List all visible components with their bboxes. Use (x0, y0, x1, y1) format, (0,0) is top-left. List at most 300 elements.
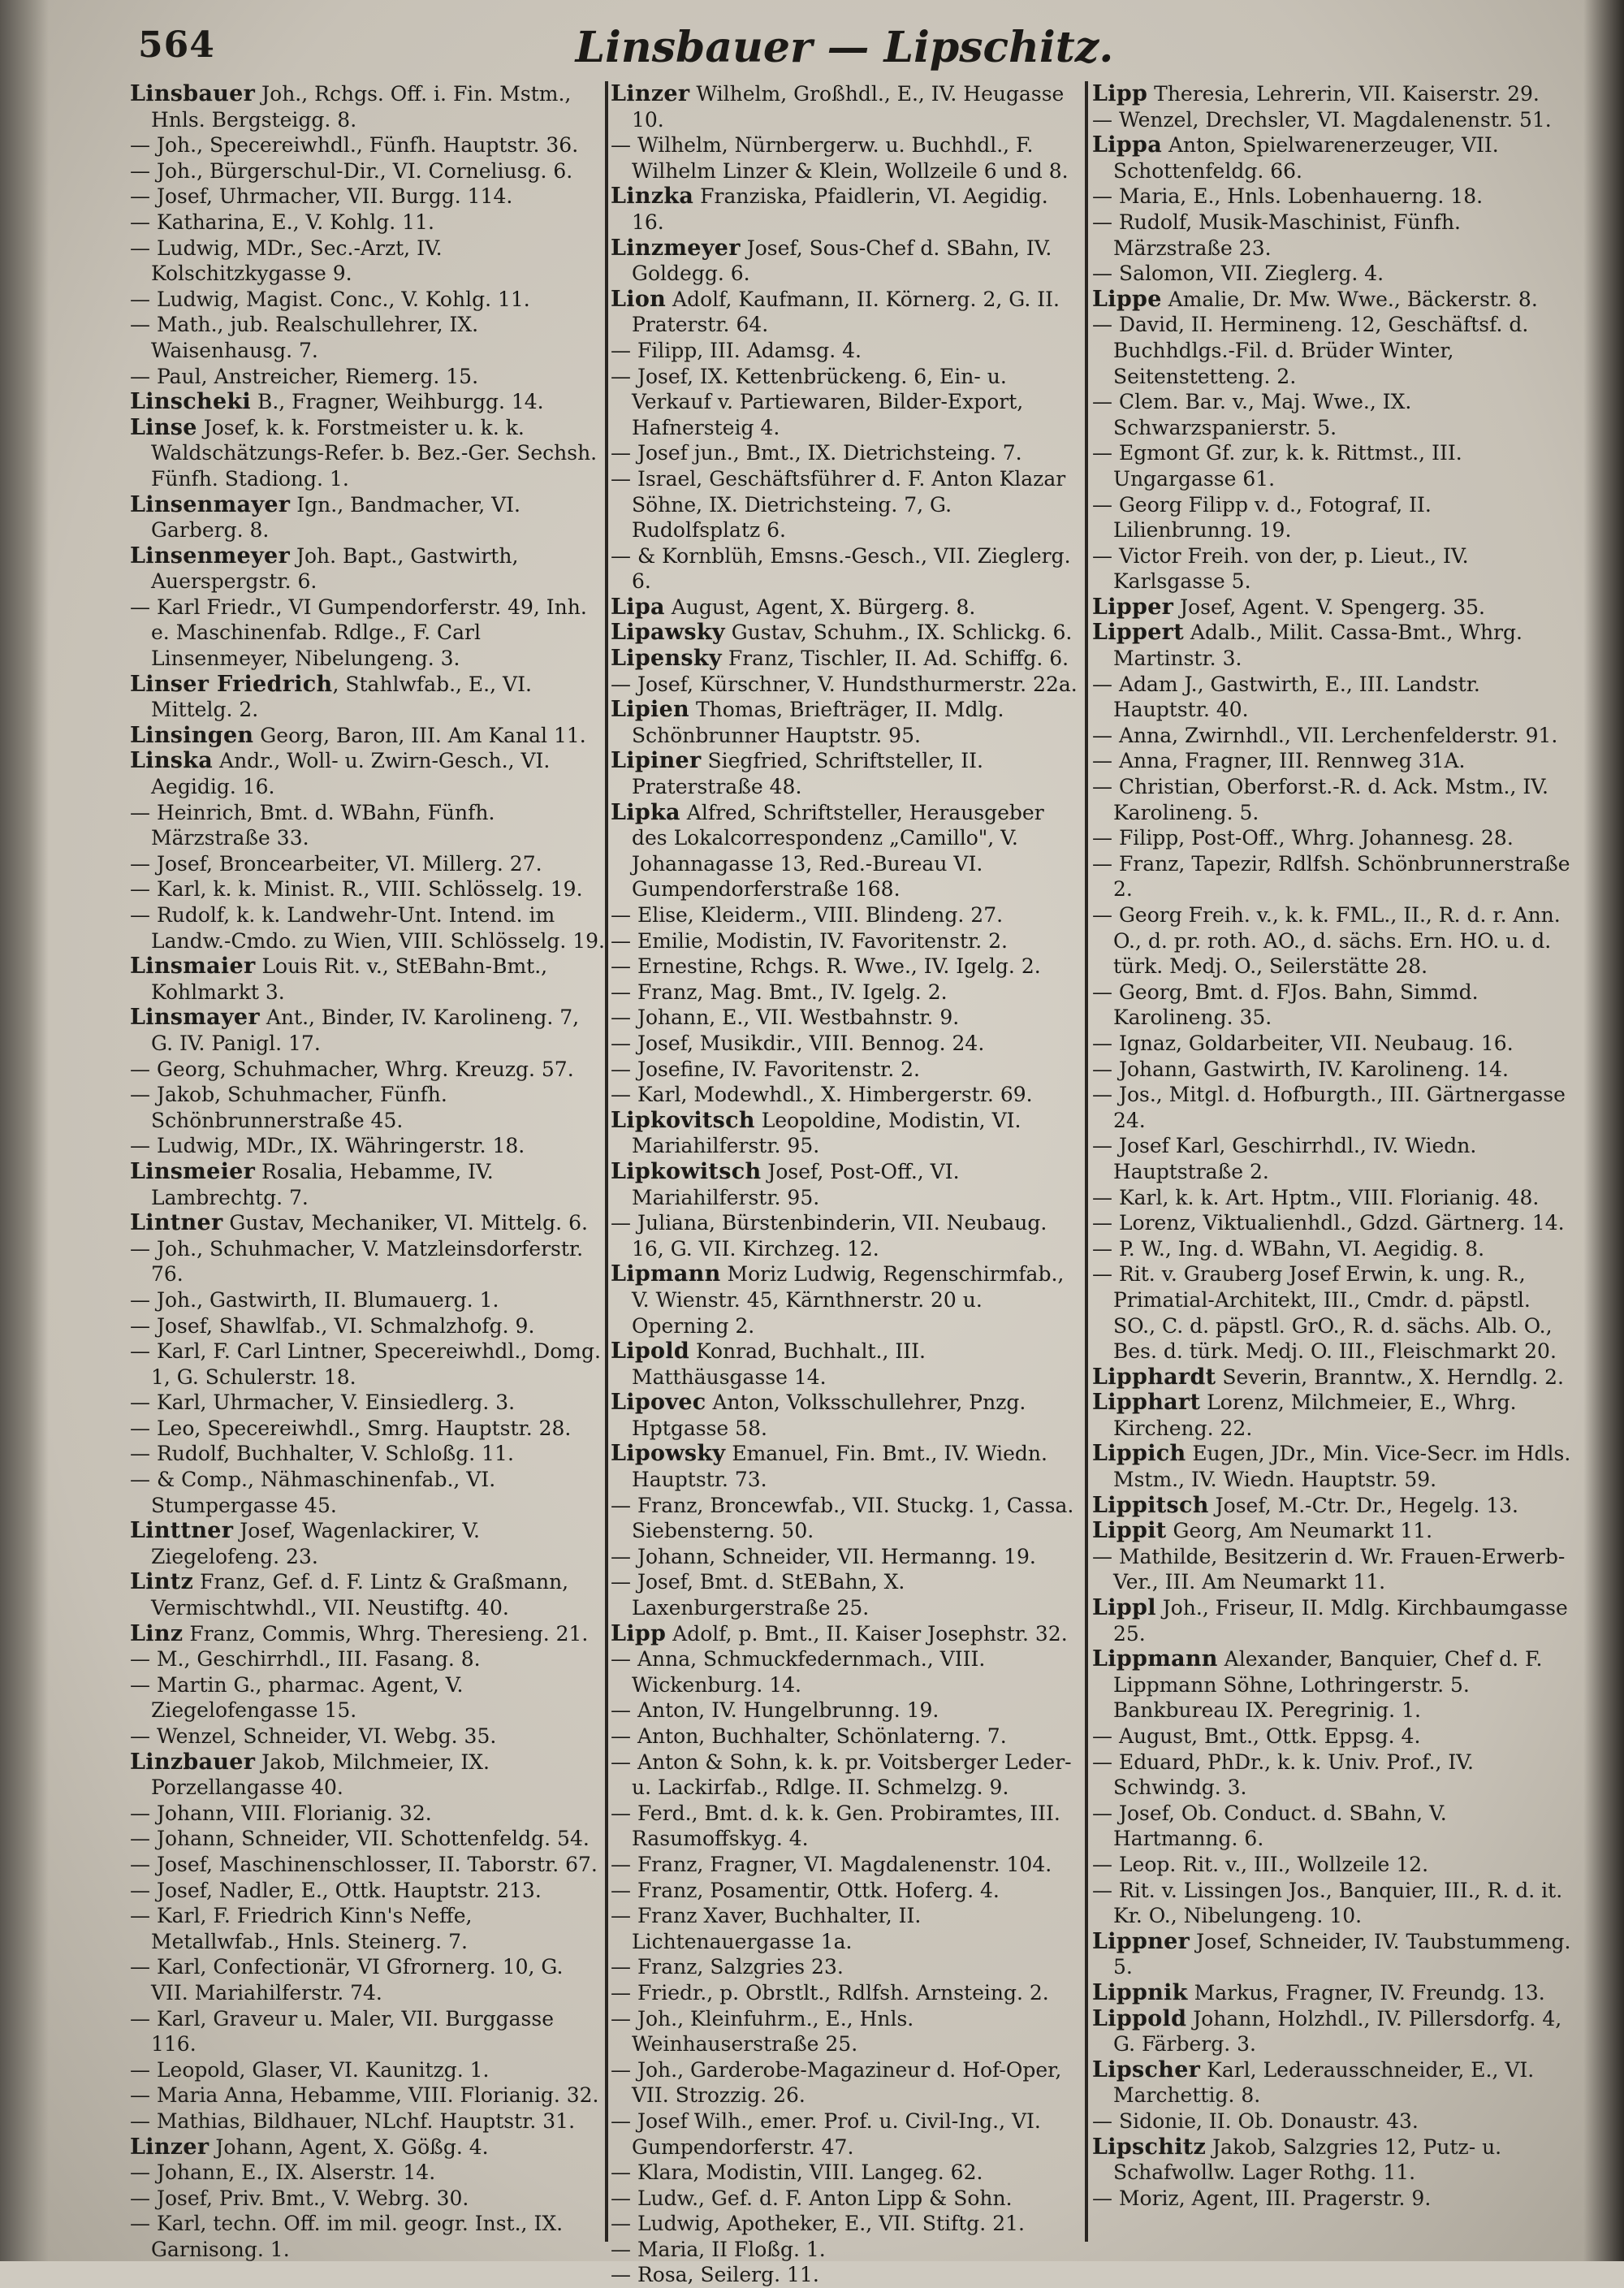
entry-text: — Rit. v. Grauberg Josef Erwin, k. ung. R., Primatial-Architekt, III., Cmdr. d. päpstl. SO., C. d. päpstl. GrO., R. d. sächs. Alb. O., Bes. d. türk. Medj. O. III., Fleischmarkt 20. (1092, 1262, 1557, 1364)
directory-entry (1092, 287, 1571, 313)
entry-surname: Lipiner (611, 748, 702, 774)
entry-text: — Josef jun., Bmt., IX. Dietrichsteing. 7. (611, 441, 1022, 465)
entry-text: Johann, Holzhdl., IV. Pillersdorfg. 4, G. Färberg. 3. (1113, 2006, 1562, 2057)
entry-text: — Rudolf, Musik-Maschinist, Fünfh. Märzstraße 23. (1092, 210, 1462, 260)
entry-text: — Anton, IV. Hungelbrunng. 19. (611, 1698, 939, 1723)
directory-entry (1092, 902, 1571, 980)
directory-entry (130, 287, 605, 313)
entry-text: Adolf, p. Bmt., II. Kaiser Josephstr. 32. (666, 1621, 1068, 1646)
entry-surname: Linsenmeyer (130, 543, 291, 569)
entry-text: — Karl, Graveur u. Maler, VII. Burggasse 116. (130, 2006, 554, 2057)
entry-surname: Lipa (611, 594, 665, 620)
entry-surname: Linsmaier (130, 954, 256, 980)
directory-entry (611, 2006, 1082, 2057)
entry-surname: Lipmann (611, 1261, 721, 1287)
directory-entry (1092, 184, 1571, 210)
directory-entry (1092, 1493, 1571, 1519)
directory-entry (1092, 1365, 1571, 1391)
entry-text: Adolf, Kaufmann, II. Körnerg. 2, G. II. Praterstr. 64. (632, 287, 1060, 337)
entry-text: — Franz Xaver, Buchhalter, II. Lichtenauergasse 1a. (611, 1904, 922, 1953)
entry-text: — Johann, E., IX. Alserstr. 14. (130, 2160, 436, 2185)
entry-surname: Lipschitz (1092, 2134, 1207, 2160)
entry-text: — Georg Filipp v. d., Fotograf, II. Lilienbrunng. 19. (1092, 492, 1432, 543)
entry-text: Josef, Wagenlackirer, V. Ziegelofeng. 23. (151, 1519, 480, 1568)
directory-entry (611, 697, 1082, 748)
entry-text: — Maria, II Floßg. 1. (611, 2237, 826, 2261)
entry-text: — Johann, E., VII. Westbahnstr. 9. (611, 1006, 960, 1030)
directory-entry (130, 415, 605, 492)
directory-entry (611, 1954, 1082, 1980)
directory-entry (130, 1954, 605, 2005)
entry-text: Markus, Fragner, IV. Freundg. 13. (1187, 1980, 1545, 2005)
directory-entry (130, 1852, 605, 1878)
directory-entry (1092, 2134, 1571, 2186)
entry-text: Gustav, Schuhm., IX. Schlickg. 6. (724, 621, 1073, 645)
directory-entry (130, 492, 605, 543)
directory-entry (611, 1980, 1082, 2006)
entry-text: — Karl, Uhrmacher, V. Einsiedlerg. 3. (130, 1391, 516, 1415)
directory-entry (611, 364, 1082, 441)
directory-entry (1092, 543, 1571, 595)
directory-entry (1092, 1646, 1571, 1724)
entry-text: Franz, Commis, Whrg. Theresieng. 21. (183, 1621, 589, 1646)
entry-surname: Linsingen (130, 722, 254, 748)
entry-text: — Karl, Confectionär, VI Gfrornerg. 10, G. VII. Mariahilferstr. 74. (130, 1955, 564, 2005)
entry-text: B., Fragner, Weihburgg. 14. (251, 390, 544, 414)
directory-entry (611, 1801, 1082, 1852)
entry-text: Thomas, Briefträger, II. Mdlg. Schönbrunner Hauptstr. 95. (632, 698, 1004, 747)
entry-text: — Josef, Ob. Conduct. d. SBahn, V. Hartmanng. 6. (1092, 1801, 1447, 1851)
directory-entry (611, 928, 1082, 954)
directory-entry (611, 1108, 1082, 1159)
directory-entry (1092, 1031, 1571, 1057)
entry-text: — Christian, Oberforst.-R. d. Ack. Mstm., IV. Karolineng. 5. (1092, 775, 1548, 824)
entry-text: — Rit. v. Lissingen Jos., Banquier, III., R. d. it. Kr. O., Nibelungeng. 10. (1092, 1878, 1563, 1928)
entry-text: — Joh., Schuhmacher, V. Matzleinsdorferstr. 76. (130, 1236, 584, 1287)
entry-text: — P. W., Ing. d. WBahn, VI. Aegidig. 8. (1092, 1236, 1485, 1261)
directory-entry (130, 2186, 605, 2212)
directory-entry (1092, 1185, 1571, 1211)
entry-text: — Lorenz, Viktualienhdl., Gdzd. Gärtnerg. 14. (1092, 1211, 1565, 1235)
directory-entry (611, 81, 1082, 132)
directory-entry (130, 158, 605, 184)
entry-text: — Josef, Musikdir., VIII. Bennog. 24. (611, 1031, 985, 1055)
entry-text: — Klara, Modistin, VIII. Langeg. 62. (611, 2160, 983, 2185)
directory-entry (611, 1031, 1082, 1057)
entry-surname: Lipkowitsch (611, 1158, 762, 1184)
entry-text: — Joh., Specereiwhdl., Fünfh. Hauptstr. 36. (130, 133, 579, 158)
entry-text: Konrad, Buchhalt., III. Matthäusgasse 14. (632, 1339, 926, 1389)
directory-entry (611, 184, 1082, 235)
entry-surname: Lipold (611, 1339, 690, 1365)
directory-entry (1092, 980, 1571, 1031)
entry-text: — Josef, Maschinenschlosser, II. Taborstr. 67. (130, 1852, 598, 1876)
directory-entry (130, 210, 605, 236)
entry-text: Josef, k. k. Forstmeister u. k. k. Waldschätzungs-Refer. b. Bez.-Ger. Sechsh. Fünfh. Stadiong. 1. (151, 415, 598, 491)
directory-entry (611, 2109, 1082, 2160)
directory-entry (611, 620, 1082, 646)
directory-entry (130, 723, 605, 749)
entry-surname: Lippnik (1092, 1979, 1188, 2005)
entry-text: — Emilie, Modistin, IV. Favoritenstr. 2. (611, 928, 1008, 953)
directory-entry (611, 1852, 1082, 1878)
entry-surname: Linzbauer (130, 1749, 256, 1775)
directory-entry (130, 2160, 605, 2186)
page-shadow-right (1583, 0, 1624, 2261)
directory-entry (611, 646, 1082, 672)
entry-surname: Linz (130, 1620, 184, 1646)
directory-entry (130, 595, 605, 672)
directory-entry (611, 2057, 1082, 2109)
entry-text: — Wilhelm, Nürnbergerw. u. Buchhdl., F. Wilhelm Linzer & Klein, Wollzeile 6 und 8. (611, 133, 1069, 183)
entry-text: — Friedr., p. Obrstlt., Rdlfsh. Arnsteing. 2. (611, 1980, 1049, 2005)
entry-text: — Anna, Fragner, III. Rennweg 31A. (1092, 749, 1466, 773)
entry-text: Josef, M.-Ctr. Dr., Hegelg. 13. (1208, 1493, 1519, 1517)
entry-text: — Georg Freih. v., k. k. FML., II., R. d. r. Ann. O., d. pr. roth. AO., d. sächs. Ern. HO. u. d. türk. Medj. O., Seilerstätte 28. (1092, 903, 1561, 979)
directory-entry (1092, 1518, 1571, 1544)
directory-entry (611, 1878, 1082, 1904)
entry-surname: Lipp (1092, 81, 1148, 106)
entry-surname: Lippert (1092, 620, 1184, 646)
directory-entry (611, 902, 1082, 928)
entry-text: — Filipp, III. Adamsg. 4. (611, 338, 862, 362)
directory-entry (130, 236, 605, 287)
directory-entry (130, 1416, 605, 1442)
directory-entry (611, 2237, 1082, 2263)
entry-surname: Linsbauer (130, 81, 256, 106)
directory-entry (611, 954, 1082, 980)
directory-entry (130, 1878, 605, 1904)
entry-text: — Johann, Schneider, VII. Schottenfeldg. 54. (130, 1827, 590, 1851)
directory-entry (1092, 1236, 1571, 1262)
entry-text: — Mathias, Bildhauer, NLchf. Hauptstr. 31. (130, 2109, 576, 2133)
directory-entry (1092, 1801, 1571, 1852)
entry-text: — Georg, Bmt. d. FJos. Bahn, Simmd. Karolineng. 35. (1092, 980, 1479, 1030)
directory-entry (611, 2211, 1082, 2237)
entry-text: Joh., Rchgs. Off. i. Fin. Mstm., Hnls. Bergsteigg. 8. (151, 82, 572, 132)
entry-text: Josef, Post-Off., VI. Mariahilferstr. 95. (632, 1159, 960, 1209)
directory-entry (130, 184, 605, 210)
directory-entry (130, 1903, 605, 1954)
entry-text: — Karl, F. Friedrich Kinn's Neffe, Metallwfab., Hnls. Steinerg. 7. (130, 1904, 473, 1953)
directory-entry (130, 2006, 605, 2057)
directory-entry (1092, 672, 1571, 723)
entry-text: — & Kornblüh, Emsns.-Gesch., VII. Zieglerg. 6. (611, 543, 1071, 594)
directory-entry (1092, 825, 1571, 851)
entry-text: Jakob, Milchmeier, IX. Porzellangasse 40. (151, 1750, 490, 1800)
entry-text: — Anna, Schmuckfedernmach., VIII. Wickenburg. 14. (611, 1647, 986, 1697)
directory-entry (1092, 210, 1571, 261)
directory-entry (130, 132, 605, 158)
directory-entry (611, 1082, 1082, 1108)
entry-text: — Franz, Mag. Bmt., IV. Igelg. 2. (611, 980, 948, 1004)
entry-text: — Josef, Shawlfab., VI. Schmalzhofg. 9. (130, 1313, 535, 1338)
directory-entry (611, 236, 1082, 287)
directory-entry (611, 1441, 1082, 1492)
directory-entry (1092, 620, 1571, 671)
directory-entry (611, 1724, 1082, 1750)
entry-text: — M., Geschirrhdl., III. Fasang. 8. (130, 1647, 481, 1672)
entry-surname: Linzka (611, 184, 694, 210)
entry-surname: Lippit (1092, 1518, 1167, 1544)
entry-text: — Josef, Uhrmacher, VII. Burgg. 114. (130, 184, 513, 209)
entry-text: — Paul, Anstreicher, Riemerg. 15. (130, 364, 479, 388)
entry-surname: Lipensky (611, 646, 722, 672)
entry-text: — Franz, Posamentir, Ottk. Hoferg. 4. (611, 1878, 1000, 1902)
entry-surname: Lippner (1092, 1928, 1190, 1954)
entry-text: Johann, Agent, X. Gößg. 4. (209, 2134, 489, 2159)
entry-text: — Joh., Bürgerschul-Dir., VI. Corneliusg. 6. (130, 158, 573, 183)
entry-text: — Josef, Nadler, E., Ottk. Hauptstr. 213. (130, 1878, 542, 1902)
directory-entry (611, 1544, 1082, 1570)
directory-entry (1092, 492, 1571, 543)
directory-entry (130, 1133, 605, 1159)
entry-text: Emanuel, Fin. Bmt., IV. Wiedn. Hauptstr. 73. (632, 1442, 1047, 1492)
entry-text: — Israel, Geschäftsführer d. F. Anton Klazar Söhne, IX. Dietrichsteing. 7, G. Rudolfsplatz 6. (611, 466, 1066, 543)
entry-text: , Stahlwfab., E., VI. Mittelg. 2. (151, 672, 532, 722)
entry-text: — Georg, Schuhmacher, Whrg. Kreuzg. 57. (130, 1057, 574, 1081)
entry-surname: Linzer (611, 81, 690, 106)
entry-surname: Lippl (1092, 1595, 1156, 1621)
directory-entry (611, 1005, 1082, 1031)
directory-entry (611, 1646, 1082, 1698)
entry-text: Lorenz, Milchmeier, E., Whrg. Kircheng. 22. (1113, 1391, 1517, 1440)
entry-text: — Elise, Kleiderm., VIII. Blindeng. 27. (611, 903, 1004, 927)
directory-entry (130, 672, 605, 723)
directory-entry (1092, 1595, 1571, 1646)
entry-text: Gustav, Mechaniker, VI. Mittelg. 6. (222, 1211, 588, 1235)
entry-text: Ant., Binder, IV. Karolineng. 7, G. IV. Panigl. 17. (151, 1006, 580, 1055)
entry-text: — Clem. Bar. v., Maj. Wwe., IX. Schwarzspanierstr. 5. (1092, 390, 1412, 439)
directory-entry (1092, 81, 1571, 107)
entry-text: — Rudolf, k. k. Landwehr-Unt. Intend. im Landw.-Cmdo. zu Wien, VIII. Schlösselg. 19. (130, 903, 605, 953)
directory-entry (130, 1569, 605, 1620)
directory-entry (130, 543, 605, 595)
directory-entry (130, 1750, 605, 1801)
entry-surname: Linttner (130, 1518, 234, 1544)
entry-text: — Karl, techn. Off. im mil. geogr. Inst., IX. Garnisong. 1. (130, 2212, 564, 2261)
entry-text: — Leo, Specereiwhdl., Smrg. Hauptstr. 28. (130, 1416, 572, 1440)
entry-surname: Lipscher (1092, 2057, 1201, 2083)
directory-entry (130, 1646, 605, 1672)
directory-entry (130, 1005, 605, 1056)
entry-text: August, Agent, X. Bürgerg. 8. (664, 595, 976, 619)
entry-text: — Jakob, Schuhmacher, Fünfh. Schönbrunnerstraße 45. (130, 1083, 447, 1132)
entry-surname: Lipka (611, 799, 680, 825)
directory-entry (611, 2160, 1082, 2186)
directory-entry (130, 2211, 605, 2262)
directory-entry (611, 1261, 1082, 1339)
directory-entry (611, 1569, 1082, 1620)
directory-entry (611, 748, 1082, 799)
entry-text: Anton, Volksschullehrer, Pnzg. Hptgasse 58. (632, 1391, 1026, 1440)
entry-text: — Franz, Fragner, VI. Magdalenenstr. 104. (611, 1852, 1052, 1876)
directory-column-3 (1092, 81, 1571, 2242)
entry-text: — Ludwig, Magist. Conc., V. Kohlg. 11. (130, 287, 530, 311)
entry-text: — Jos., Mitgl. d. Hofburgth., III. Gärtnergasse 24. (1092, 1083, 1566, 1132)
directory-entry (130, 1518, 605, 1569)
entry-surname: Linzer (130, 2134, 209, 2160)
directory-entry (130, 1210, 605, 1236)
directory-entry (611, 595, 1082, 621)
directory-entry (611, 1159, 1082, 1210)
entry-surname: Lintz (130, 1569, 194, 1595)
entry-text: Georg, Am Neumarkt 11. (1166, 1519, 1433, 1543)
entry-text: — Ludw., Gef. d. F. Anton Lipp & Sohn. (611, 2186, 1013, 2210)
directory-entry (130, 2109, 605, 2134)
entry-text: — Moriz, Agent, III. Pragerstr. 9. (1092, 2186, 1432, 2210)
column-rule (605, 81, 608, 2242)
directory-entry (611, 1903, 1082, 1954)
directory-entry (130, 2083, 605, 2109)
entry-text: Anton, Spielwarenerzeuger, VII. Schottenfeldg. 66. (1113, 133, 1499, 183)
entry-text: — Heinrich, Bmt. d. WBahn, Fünfh. Märzstraße 33. (130, 800, 495, 850)
entry-text: Joh., Friseur, II. Mdlg. Kirchbaumgasse 25. (1113, 1596, 1568, 1646)
entry-text: — Adam J., Gastwirth, E., III. Landstr. Hauptstr. 40. (1092, 672, 1480, 722)
entry-text: — Karl, Modewhdl., X. Himbergerstr. 69. (611, 1083, 1033, 1107)
entry-surname: Linsenmayer (130, 491, 291, 517)
directory-entry (1092, 1878, 1571, 1929)
directory-entry (1092, 774, 1571, 825)
directory-entry (130, 1801, 605, 1827)
directory-entry (1092, 1929, 1571, 1980)
directory-entry (130, 954, 605, 1005)
directory-entry (130, 851, 605, 877)
directory-entry (1092, 2186, 1571, 2212)
directory-entry (130, 1621, 605, 1647)
entry-text: — Eduard, PhDr., k. k. Univ. Prof., IV. Schwindg. 3. (1092, 1750, 1474, 1800)
entry-surname: Lipovec (611, 1390, 706, 1416)
entry-text: Josef, Schneider, IV. Taubstummeng. 5. (1113, 1929, 1571, 1979)
directory-entry (1092, 1057, 1571, 1083)
entry-text: — Ignaz, Goldarbeiter, VII. Neubaug. 16. (1092, 1031, 1514, 1055)
directory-entry (1092, 1261, 1571, 1364)
directory-entry (1092, 1852, 1571, 1878)
entry-text: — Filipp, Post-Off., Whrg. Johannesg. 28. (1092, 826, 1514, 850)
directory-entry (611, 1390, 1082, 1441)
entry-surname: Lion (611, 286, 667, 312)
entry-text: — Johann, Gastwirth, IV. Karolineng. 14. (1092, 1057, 1509, 1081)
page-header (114, 21, 1575, 78)
directory-entry (1092, 1980, 1571, 2006)
entry-text: — Franz, Salzgries 23. (611, 1955, 844, 1979)
directory-entry (611, 980, 1082, 1006)
entry-text: — Joh., Gastwirth, II. Blumauerg. 1. (130, 1287, 499, 1312)
entry-text: Theresia, Lehrerin, VII. Kaiserstr. 29. (1147, 82, 1540, 106)
entry-text: — Rudolf, Buchhalter, V. Schloßg. 11. (130, 1442, 514, 1466)
directory-entry (611, 2186, 1082, 2212)
entry-text: Moriz Ludwig, Regenschirmfab., V. Wienstr. 45, Kärnthnerstr. 20 u. Operning 2. (632, 1262, 1065, 1338)
entry-text: — Mathilde, Besitzerin d. Wr. Frauen-Erwerb-Ver., III. Am Neumarkt 11. (1092, 1544, 1566, 1594)
entry-text: — Josef Wilh., emer. Prof. u. Civil-Ing., VI. Gumpendorferstr. 47. (611, 2109, 1041, 2159)
entry-text: — Ludwig, MDr., Sec.-Arzt, IV. Kolschitzkygasse 9. (130, 236, 443, 286)
entry-text: Josef, Agent. V. Spengerg. 35. (1173, 595, 1486, 619)
entry-text: Alexander, Banquier, Chef d. F. Lippmann Söhne, Lothringerstr. 5. Bankbureau IX. Peregrinig. 1. (1113, 1647, 1543, 1723)
directory-entry (1092, 1082, 1571, 1133)
directory-entry (1092, 440, 1571, 491)
directory-entry (1092, 1133, 1571, 1184)
entry-text: — Ferd., Bmt. d. k. k. Gen. Probiramtes, III. Rasumoffskyg. 4. (611, 1801, 1060, 1851)
entry-text: — Joh., Kleinfuhrm., E., Hnls. Weinhauserstraße 25. (611, 2006, 914, 2057)
entry-text: — Joh., Garderobe-Magazineur d. Hof-Oper, VII. Strozzig. 26. (611, 2057, 1062, 2108)
entry-text: — Rosa, Seilerg. 11. (611, 2263, 819, 2287)
entry-text: — Karl, F. Carl Lintner, Specereiwhdl., Domg. 1, G. Schulerstr. 18. (130, 1339, 601, 1389)
entry-text: Wilhelm, Großhdl., E., IV. Heugasse 10. (632, 82, 1065, 132)
entry-surname: Lipp (611, 1620, 667, 1646)
entry-text: — Franz, Tapezir, Rdlfsh. Schönbrunnerstraße 2. (1092, 851, 1570, 902)
directory-entry (1092, 1544, 1571, 1595)
directory-entry (611, 1057, 1082, 1083)
entry-text: Josef, Sous-Chef d. SBahn, IV. Goldegg. 6. (632, 236, 1052, 286)
directory-entry (1092, 312, 1571, 389)
directory-entry (130, 1287, 605, 1313)
entry-surname: Lippich (1092, 1441, 1186, 1467)
directory-entry (1092, 1441, 1571, 1492)
entry-text: Jakob, Salzgries 12, Putz- u. Schafwollw. Lager Rothg. 11. (1113, 2134, 1502, 2185)
directory-entry (130, 1236, 605, 1287)
entry-surname: Lintner (130, 1210, 223, 1236)
entry-text: — Karl, k. k. Minist. R., VIII. Schlösselg. 19. (130, 877, 583, 902)
directory-entry (130, 2134, 605, 2160)
page-number: 564 (138, 24, 215, 66)
directory-entry (130, 1057, 605, 1083)
directory-entry (611, 440, 1082, 466)
entry-text: Leopoldine, Modistin, VI. Mariahilferstr. 95. (632, 1108, 1021, 1158)
entry-text: Siegfried, Schriftsteller, II. Praterstraße 48. (632, 749, 984, 799)
entry-surname: Linsmayer (130, 1005, 260, 1031)
entry-surname: Lipphart (1092, 1390, 1201, 1416)
directory-entry (130, 1724, 605, 1750)
directory-entry (1092, 389, 1571, 440)
entry-text: Louis Rit. v., StEBahn-Bmt., Kohlmarkt 3. (151, 954, 548, 1004)
entry-text: — Math., jub. Realschullehrer, IX. Waisenhausg. 7. (130, 313, 479, 362)
directory-entry (130, 1672, 605, 1724)
entry-text: — Josef Karl, Geschirrhdl., IV. Wiedn. Hauptstraße 2. (1092, 1134, 1477, 1183)
entry-text: — Josef, Bmt. d. StEBahn, X. Laxenburgerstraße 25. (611, 1570, 905, 1620)
directory-entry (1092, 107, 1571, 133)
directory-entry (130, 81, 605, 132)
entry-surname: Lippmann (1092, 1646, 1218, 1672)
entry-text: — Salomon, VII. Zieglerg. 4. (1092, 262, 1384, 286)
entry-text: — Sidonie, II. Ob. Donaustr. 43. (1092, 2109, 1419, 2133)
entry-surname: Lippold (1092, 2005, 1187, 2031)
entry-text: — Josef, IX. Kettenbrückeng. 6, Ein- u. Verkauf v. Partiewaren, Bilder-Export, Hafnersteig 4. (611, 364, 1024, 439)
entry-surname: Lippa (1092, 132, 1162, 158)
entry-text: — Juliana, Bürstenbinderin, VII. Neubaug. 16, G. VII. Kirchzeg. 12. (611, 1211, 1047, 1261)
entry-text: Franz, Tischler, II. Ad. Schiffg. 6. (721, 647, 1069, 671)
directory-entry (1092, 261, 1571, 287)
entry-text: Alfred, Schriftsteller, Herausgeber des Lokalcorrespondenz „Camillo", V. Johannagasse 13, Red.-Bureau VI. Gumpendorferstraße 168. (632, 800, 1044, 902)
directory-entry (130, 2057, 605, 2083)
entry-text: — Katharina, E., V. Kohlg. 11. (130, 210, 434, 234)
entry-surname: Lipawsky (611, 620, 725, 646)
entry-text: — Josef, Broncearbeiter, VI. Millerg. 27. (130, 851, 542, 876)
entry-text: — Johann, VIII. Florianig. 32. (130, 1801, 432, 1825)
entry-text: — Ernestine, Rchgs. R. Wwe., IV. Igelg. 2. (611, 954, 1041, 979)
directory-entry (611, 338, 1082, 364)
entry-surname: Lippitsch (1092, 1492, 1209, 1518)
entry-text: — & Comp., Nähmaschinenfab., VI. Stumpergasse 45. (130, 1468, 496, 1517)
directory-entry (130, 748, 605, 799)
entry-text: Joh. Bapt., Gastwirth, Auerspergstr. 6. (151, 543, 519, 594)
entry-text: — Wenzel, Schneider, VI. Webg. 35. (130, 1724, 497, 1748)
entry-text: — Leop. Rit. v., III., Wollzeile 12. (1092, 1852, 1429, 1876)
entry-text: — Josef, Kürschner, V. Hundsthurmerstr. 22a. (611, 672, 1078, 696)
directory-entry (611, 1698, 1082, 1724)
entry-text: Severin, Branntw., X. Herndlg. 2. (1216, 1365, 1564, 1389)
directory-entry (1092, 1210, 1571, 1236)
directory-entry (1092, 2109, 1571, 2134)
